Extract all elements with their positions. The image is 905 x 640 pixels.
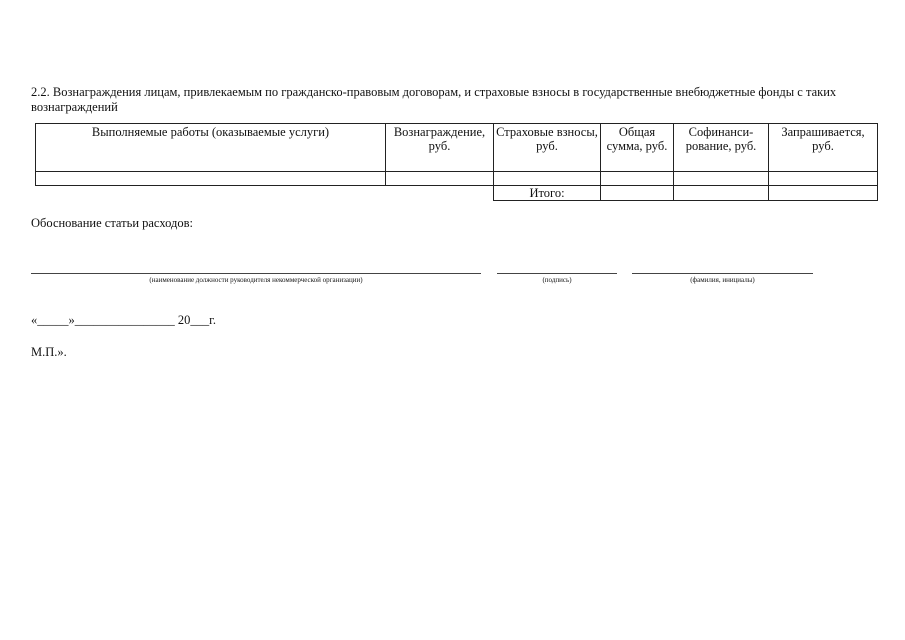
- date-line[interactable]: «_____»________________ 20___г.: [31, 313, 216, 327]
- table-row: [36, 172, 878, 186]
- table-header-row: [36, 124, 878, 172]
- name-line[interactable]: [632, 273, 813, 274]
- col-header-insurance: Страховые взносы, руб.: [494, 124, 601, 172]
- name-caption: (фамилия, инициалы): [690, 276, 755, 284]
- total-label: Итого:: [494, 186, 601, 201]
- col-header-requested: Запрашивается, руб.: [769, 124, 878, 172]
- section-heading: 2.2. Вознаграждения лицам, привлекаемым по гражданско-правовым договорам, и страховые взносы в государственные внебюджетные фонды с таких вознаграждений: [31, 85, 837, 114]
- empty-cell: [36, 186, 386, 201]
- table-cell[interactable]: [494, 172, 601, 186]
- total-row: [36, 186, 878, 201]
- signature-line[interactable]: [497, 273, 617, 274]
- table-cell[interactable]: [601, 172, 674, 186]
- col-header-remuneration: Вознаграждение, руб.: [386, 124, 494, 172]
- position-caption: (наименование должности руководителя некоммерческой организации): [149, 276, 363, 284]
- total-cell-requested[interactable]: [769, 186, 878, 201]
- table-cell[interactable]: [386, 172, 494, 186]
- empty-cell: [386, 186, 494, 201]
- col-header-works: Выполняемые работы (оказываемые услуги): [36, 124, 386, 172]
- stamp-label: М.П.».: [31, 345, 67, 359]
- remuneration-table: [35, 123, 878, 201]
- table-cell[interactable]: [36, 172, 386, 186]
- total-cell-sum[interactable]: [601, 186, 674, 201]
- col-header-total-sum: Общая сумма, руб.: [601, 124, 674, 172]
- table-cell[interactable]: [674, 172, 769, 186]
- justification-label: Обоснование статьи расходов:: [31, 216, 193, 230]
- position-line[interactable]: [31, 273, 481, 274]
- table-cell[interactable]: [769, 172, 878, 186]
- col-header-cofinancing: Софинанси-рование, руб.: [674, 124, 769, 172]
- total-cell-cofinancing[interactable]: [674, 186, 769, 201]
- signature-caption: (подпись): [542, 276, 572, 284]
